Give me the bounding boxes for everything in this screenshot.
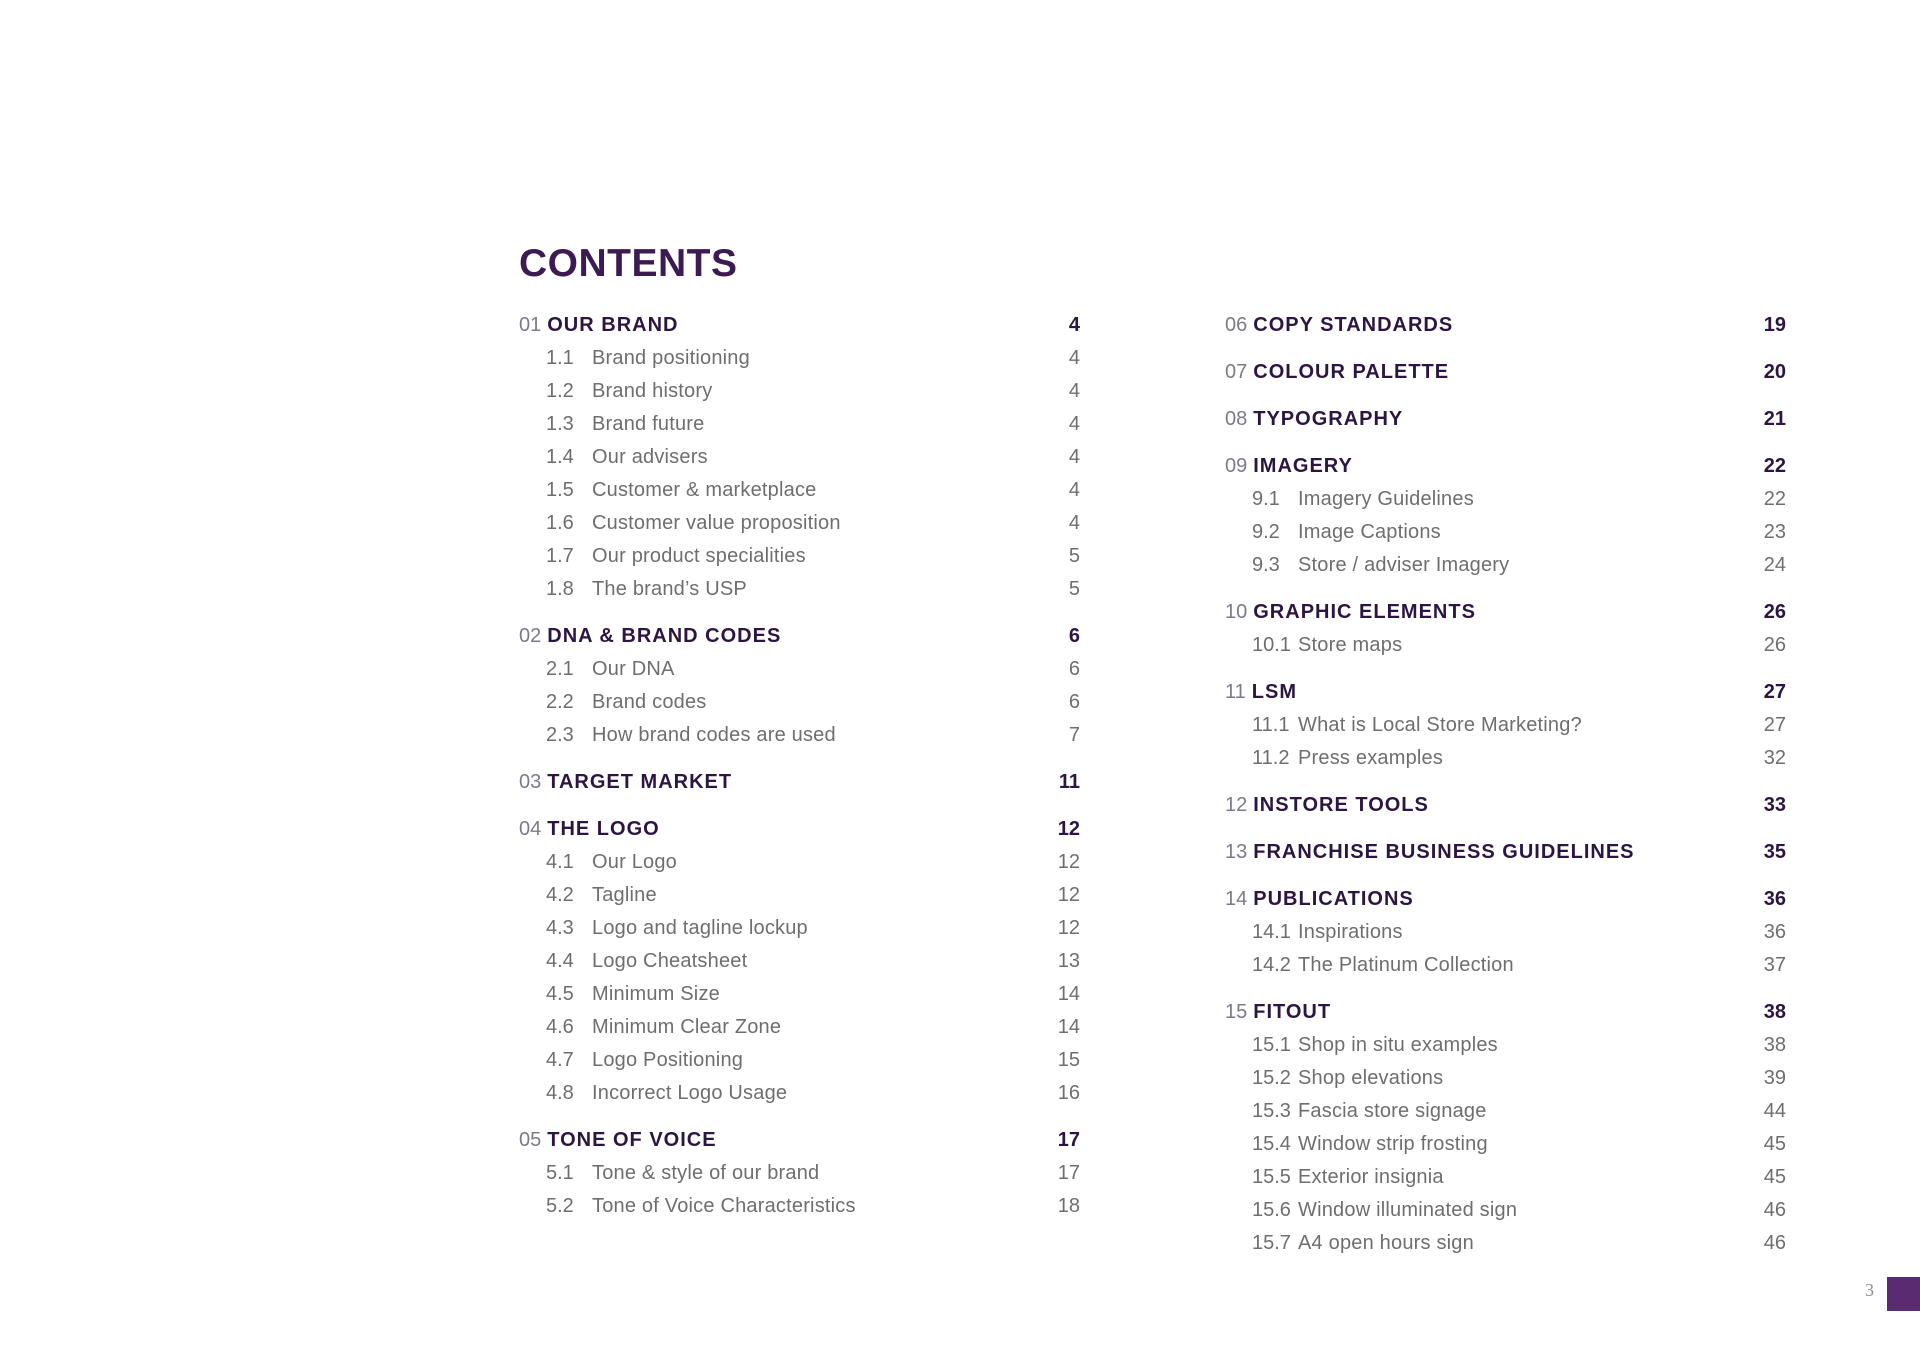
subsection-page-number: 36 — [1763, 921, 1786, 943]
section-page-number: 36 — [1763, 888, 1786, 910]
section-page-number: 12 — [1057, 818, 1080, 840]
toc-subsection-item[interactable] — [1225, 1095, 1786, 1128]
toc-section-heading[interactable] — [519, 620, 1080, 653]
section-page-number: 17 — [1057, 1129, 1080, 1151]
subsection-title: Brand codes — [592, 691, 707, 713]
section-number: 09 — [1225, 455, 1248, 477]
subsection-title: The Platinum Collection — [1298, 954, 1514, 976]
subsection-number: 1.6 — [546, 512, 574, 534]
page-number: 3 — [1865, 1280, 1874, 1300]
toc-subsection-item[interactable] — [519, 653, 1080, 686]
toc-subsection-item[interactable] — [519, 1190, 1080, 1223]
subsection-title: Our Logo — [592, 851, 677, 873]
subsection-number: 2.1 — [546, 658, 574, 680]
subsection-title: Customer value proposition — [592, 512, 841, 534]
subsection-title: Brand future — [592, 413, 705, 435]
subsection-number: 4.1 — [546, 851, 574, 873]
toc-section-heading[interactable] — [1225, 883, 1786, 916]
subsection-title: Store / adviser Imagery — [1298, 554, 1510, 576]
subsection-page-number: 18 — [1057, 1195, 1080, 1217]
section-page-number: 19 — [1763, 314, 1786, 336]
subsection-number: 15.1 — [1252, 1034, 1291, 1056]
subsection-title: How brand codes are used — [592, 724, 836, 746]
toc-subsection-item[interactable] — [519, 1157, 1080, 1190]
subsection-page-number: 46 — [1763, 1199, 1786, 1221]
subsection-page-number: 45 — [1763, 1166, 1786, 1188]
subsection-number: 1.2 — [546, 380, 574, 402]
section-page-number: 33 — [1763, 794, 1786, 816]
corner-tab-decoration — [1887, 1277, 1920, 1311]
subsection-title: Store maps — [1298, 634, 1403, 656]
subsection-page-number: 13 — [1057, 950, 1080, 972]
subsection-page-number: 17 — [1057, 1162, 1080, 1184]
section-page-number: 4 — [1068, 314, 1080, 336]
section-number: 14 — [1225, 888, 1248, 910]
toc-subsection-item[interactable] — [519, 879, 1080, 912]
toc-right-column — [1225, 309, 1786, 1260]
subsection-title: Tagline — [592, 884, 657, 906]
subsection-title: Image Captions — [1298, 521, 1441, 543]
subsection-page-number: 15 — [1057, 1049, 1080, 1071]
toc-subsection-item[interactable] — [519, 686, 1080, 719]
toc-section-heading[interactable] — [1225, 403, 1786, 436]
subsection-page-number: 44 — [1763, 1100, 1786, 1122]
subsection-number: 5.1 — [546, 1162, 574, 1184]
subsection-title: Inspirations — [1298, 921, 1403, 943]
toc-section — [519, 309, 1080, 606]
subsection-page-number: 5 — [1068, 578, 1080, 600]
toc-subsection-item[interactable] — [519, 540, 1080, 573]
subsection-number: 11.1 — [1252, 714, 1290, 736]
section-number: 08 — [1225, 408, 1248, 430]
toc-section — [1225, 789, 1786, 822]
section-title: TYPOGRAPHY — [1253, 408, 1404, 430]
section-page-number: 6 — [1068, 625, 1080, 647]
subsection-number: 4.2 — [546, 884, 574, 906]
section-title: TONE OF VOICE — [547, 1129, 717, 1151]
subsection-page-number: 16 — [1057, 1082, 1080, 1104]
subsection-number: 1.1 — [546, 347, 574, 369]
toc-section-heading[interactable] — [519, 309, 1080, 342]
subsection-title: Logo Cheatsheet — [592, 950, 748, 972]
section-title: THE LOGO — [547, 818, 660, 840]
subsection-number: 11.2 — [1252, 747, 1290, 769]
toc-subsection-item[interactable] — [1225, 1128, 1786, 1161]
toc-section-heading[interactable] — [1225, 996, 1786, 1029]
toc-subsection-item[interactable] — [519, 573, 1080, 606]
subsection-number: 1.5 — [546, 479, 574, 501]
section-page-number: 20 — [1763, 361, 1786, 383]
section-title: INSTORE TOOLS — [1253, 794, 1429, 816]
toc-subsection-item[interactable] — [519, 375, 1080, 408]
toc-subsection-item[interactable] — [519, 846, 1080, 879]
subsection-title: Incorrect Logo Usage — [592, 1082, 788, 1104]
subsection-page-number: 24 — [1763, 554, 1786, 576]
section-title: TARGET MARKET — [547, 771, 733, 793]
section-title: PUBLICATIONS — [1253, 888, 1414, 910]
toc-section-heading[interactable] — [1225, 676, 1786, 709]
toc-section — [519, 1124, 1080, 1223]
section-title: DNA & BRAND CODES — [547, 625, 782, 647]
section-title: GRAPHIC ELEMENTS — [1253, 601, 1476, 623]
section-page-number: 26 — [1763, 601, 1786, 623]
subsection-title: Logo and tagline lockup — [592, 917, 808, 939]
subsection-number: 2.3 — [546, 724, 574, 746]
toc-subsection-item[interactable] — [1225, 1227, 1786, 1260]
toc-section-heading[interactable] — [519, 1124, 1080, 1157]
toc-section — [1225, 676, 1786, 775]
subsection-page-number: 39 — [1763, 1067, 1786, 1089]
subsection-page-number: 5 — [1068, 545, 1080, 567]
toc-section-heading[interactable] — [1225, 309, 1786, 342]
subsection-number: 2.2 — [546, 691, 574, 713]
section-title: COPY STANDARDS — [1253, 314, 1454, 336]
toc-section-heading[interactable] — [519, 813, 1080, 846]
subsection-number: 1.7 — [546, 545, 574, 567]
subsection-number: 15.5 — [1252, 1166, 1291, 1188]
subsection-page-number: 26 — [1763, 634, 1786, 656]
subsection-number: 4.3 — [546, 917, 574, 939]
subsection-number: 15.7 — [1252, 1232, 1291, 1254]
subsection-number: 14.2 — [1252, 954, 1291, 976]
toc-subsection-item[interactable] — [519, 342, 1080, 375]
toc-section — [519, 620, 1080, 752]
subsection-number: 5.2 — [546, 1195, 574, 1217]
section-number: 04 — [519, 818, 542, 840]
subsection-title: A4 open hours sign — [1298, 1232, 1474, 1254]
subsection-title: Window illuminated sign — [1298, 1199, 1518, 1221]
subsection-title: Our DNA — [592, 658, 675, 680]
subsection-title: Our product specialities — [592, 545, 806, 567]
section-title: FITOUT — [1253, 1001, 1332, 1023]
subsection-title: Customer & marketplace — [592, 479, 817, 501]
toc-subsection-item[interactable] — [1225, 1062, 1786, 1095]
section-number: 03 — [519, 771, 542, 793]
subsection-number: 4.5 — [546, 983, 574, 1005]
section-number: 01 — [519, 314, 542, 336]
subsection-page-number: 45 — [1763, 1133, 1786, 1155]
toc-subsection-item[interactable] — [1225, 629, 1786, 662]
subsection-page-number: 27 — [1763, 714, 1786, 736]
subsection-page-number: 4 — [1068, 380, 1080, 402]
section-title: COLOUR PALETTE — [1253, 361, 1450, 383]
subsection-page-number: 12 — [1057, 917, 1080, 939]
subsection-title: What is Local Store Marketing? — [1298, 714, 1582, 736]
subsection-page-number: 12 — [1057, 851, 1080, 873]
toc-subsection-item[interactable] — [519, 912, 1080, 945]
subsection-number: 9.3 — [1252, 554, 1280, 576]
section-page-number: 11 — [1058, 771, 1080, 793]
subsection-number: 15.2 — [1252, 1067, 1291, 1089]
toc-subsection-item[interactable] — [519, 1011, 1080, 1044]
subsection-title: Minimum Size — [592, 983, 720, 1005]
subsection-title: Press examples — [1298, 747, 1444, 769]
section-number: 15 — [1225, 1001, 1248, 1023]
subsection-page-number: 32 — [1763, 747, 1786, 769]
toc-subsection-item[interactable] — [1225, 916, 1786, 949]
section-page-number: 21 — [1763, 408, 1786, 430]
section-page-number: 35 — [1763, 841, 1786, 863]
section-page-number: 22 — [1763, 455, 1786, 477]
subsection-number: 15.4 — [1252, 1133, 1291, 1155]
subsection-title: Shop in situ examples — [1298, 1034, 1498, 1056]
toc-subsection-item[interactable] — [519, 1044, 1080, 1077]
toc-section — [1225, 403, 1786, 436]
section-number: 11 — [1225, 681, 1246, 703]
subsection-title: The brand’s USP — [592, 578, 747, 600]
toc-subsection-item[interactable] — [519, 978, 1080, 1011]
toc-section-heading[interactable] — [1225, 789, 1786, 822]
toc-subsection-item[interactable] — [1225, 742, 1786, 775]
section-number: 10 — [1225, 601, 1248, 623]
subsection-title: Tone & style of our brand — [592, 1162, 820, 1184]
toc-section — [1225, 356, 1786, 389]
section-title: OUR BRAND — [547, 314, 679, 336]
section-page-number: 27 — [1763, 681, 1786, 703]
subsection-title: Shop elevations — [1298, 1067, 1444, 1089]
subsection-page-number: 46 — [1763, 1232, 1786, 1254]
subsection-number: 9.2 — [1252, 521, 1280, 543]
toc-subsection-item[interactable] — [519, 441, 1080, 474]
section-page-number: 38 — [1763, 1001, 1786, 1023]
subsection-number: 4.6 — [546, 1016, 574, 1038]
subsection-page-number: 4 — [1068, 413, 1080, 435]
toc-left-column — [519, 309, 1080, 1223]
subsection-title: Logo Positioning — [592, 1049, 744, 1071]
subsection-page-number: 14 — [1057, 1016, 1080, 1038]
subsection-page-number: 37 — [1763, 954, 1786, 976]
subsection-page-number: 23 — [1763, 521, 1786, 543]
section-number: 12 — [1225, 794, 1248, 816]
subsection-page-number: 4 — [1068, 446, 1080, 468]
toc-subsection-item[interactable] — [1225, 1194, 1786, 1227]
toc-subsection-item[interactable] — [1225, 483, 1786, 516]
subsection-title: Exterior insignia — [1298, 1166, 1444, 1188]
subsection-title: Tone of Voice Characteristics — [592, 1195, 856, 1217]
subsection-number: 14.1 — [1252, 921, 1291, 943]
toc-subsection-item[interactable] — [1225, 1161, 1786, 1194]
subsection-title: Our advisers — [592, 446, 708, 468]
subsection-page-number: 7 — [1068, 724, 1080, 746]
subsection-page-number: 4 — [1068, 347, 1080, 369]
subsection-title: Window strip frosting — [1298, 1133, 1488, 1155]
section-title: FRANCHISE BUSINESS GUIDELINES — [1253, 841, 1635, 863]
subsection-number: 4.7 — [546, 1049, 574, 1071]
section-number: 05 — [519, 1129, 542, 1151]
subsection-title: Brand history — [592, 380, 713, 402]
toc-subsection-item[interactable] — [1225, 1029, 1786, 1062]
subsection-page-number: 22 — [1763, 488, 1786, 510]
subsection-page-number: 4 — [1068, 512, 1080, 534]
subsection-page-number: 6 — [1068, 658, 1080, 680]
toc-subsection-item[interactable] — [519, 474, 1080, 507]
subsection-page-number: 12 — [1057, 884, 1080, 906]
subsection-number: 15.3 — [1252, 1100, 1291, 1122]
toc-section-heading[interactable] — [1225, 836, 1786, 869]
toc-subsection-item[interactable] — [519, 408, 1080, 441]
toc-section-heading[interactable] — [1225, 356, 1786, 389]
subsection-title: Imagery Guidelines — [1298, 488, 1474, 510]
section-title: IMAGERY — [1253, 455, 1353, 477]
subsection-number: 4.4 — [546, 950, 574, 972]
section-title: LSM — [1251, 681, 1297, 703]
toc-subsection-item[interactable] — [519, 507, 1080, 540]
section-number: 07 — [1225, 361, 1248, 383]
toc-section — [1225, 883, 1786, 982]
subsection-number: 1.8 — [546, 578, 574, 600]
toc-subsection-item[interactable] — [519, 1077, 1080, 1110]
subsection-title: Fascia store signage — [1298, 1100, 1487, 1122]
toc-section — [1225, 309, 1786, 342]
subsection-number: 1.4 — [546, 446, 574, 468]
subsection-page-number: 14 — [1057, 983, 1080, 1005]
subsection-title: Brand positioning — [592, 347, 750, 369]
section-number: 06 — [1225, 314, 1248, 336]
toc-subsection-item[interactable] — [1225, 709, 1786, 742]
toc-section — [519, 766, 1080, 799]
subsection-page-number: 4 — [1068, 479, 1080, 501]
subsection-number: 1.3 — [546, 413, 574, 435]
toc-section-heading[interactable] — [1225, 596, 1786, 629]
toc-section — [519, 813, 1080, 1110]
section-number: 02 — [519, 625, 542, 647]
toc-subsection-item[interactable] — [1225, 949, 1786, 982]
toc-section-heading[interactable] — [519, 766, 1080, 799]
toc-section-heading[interactable] — [1225, 450, 1786, 483]
subsection-page-number: 6 — [1068, 691, 1080, 713]
subsection-number: 10.1 — [1252, 634, 1291, 656]
section-number: 13 — [1225, 841, 1248, 863]
toc-subsection-item[interactable] — [1225, 516, 1786, 549]
toc-section — [1225, 450, 1786, 582]
subsection-page-number: 38 — [1763, 1034, 1786, 1056]
toc-section — [1225, 996, 1786, 1260]
subsection-number: 9.1 — [1252, 488, 1280, 510]
subsection-number: 15.6 — [1252, 1199, 1291, 1221]
toc-section — [1225, 596, 1786, 662]
toc-subsection-item[interactable] — [1225, 549, 1786, 582]
toc-subsection-item[interactable] — [519, 719, 1080, 752]
subsection-title: Minimum Clear Zone — [592, 1016, 782, 1038]
toc-subsection-item[interactable] — [519, 945, 1080, 978]
subsection-number: 4.8 — [546, 1082, 574, 1104]
toc-section — [1225, 836, 1786, 869]
page-title: CONTENTS — [519, 242, 738, 285]
